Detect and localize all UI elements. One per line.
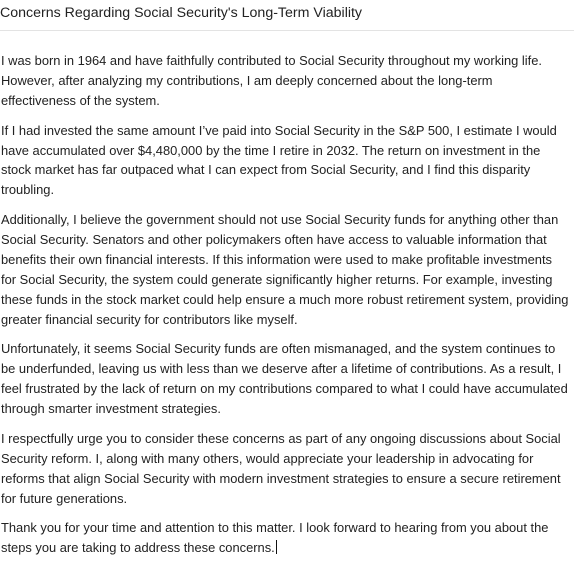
- body-paragraph: I was born in 1964 and have faithfully contributed to Social Security throughout my working life. However, after analyzing my contributions, I am deeply concerned about the long-term effectiveness of the system.: [1, 53, 542, 108]
- body-paragraph-last: [1, 518, 570, 558]
- message-body-editor[interactable]: [1, 51, 570, 568]
- body-paragraph: I respectfully urge you to consider these concerns as part of any ongoing discussions about Social Security reform. I, along with many others, would appreciate your leadership in advocating for reforms that align Social Security with modern investment strategies to ensure a secure retirement for future generations.: [1, 430, 561, 506]
- subject-field[interactable]: Concerns Regarding Social Security's Long-Term Viability: [0, 5, 363, 21]
- body-paragraph: Unfortunately, it seems Social Security funds are often mismanaged, and the system continues to be underfunded, leaving us with less than we deserve after a lifetime of contributions. As a result, I feel frustrated by the lack of return on my contributions compared to what I could have accumulated through smarter investment strategies.: [1, 341, 568, 417]
- body-paragraph: Additionally, I believe the government should not use Social Security funds for anything other than Social Security. Senators and other policymakers often have access to valuable information that benefits their own financial interests. If this information were used to make profitable investments for Social Security, the system could generate significantly higher returns. For example, investing these funds in the stock market could help ensure a much more robust retirement system, providing greater financial security for contributors like myself.: [1, 212, 569, 327]
- body-paragraph: If I had invested the same amount I’ve paid into Social Security in the S&P 500, I estimate I would have accumulated over $4,480,000 by the time I retire in 2032. The return on investment in the stock market has far outpaced what I can expect from Social Security, and I find this disparity troubling.: [1, 122, 557, 198]
- subject-divider: [0, 30, 574, 31]
- closing-text: Thank you for your time and attention to this matter. I look forward to hearing from you about the steps you are taking to address these concerns.: [1, 520, 549, 556]
- text-cursor: [276, 540, 277, 554]
